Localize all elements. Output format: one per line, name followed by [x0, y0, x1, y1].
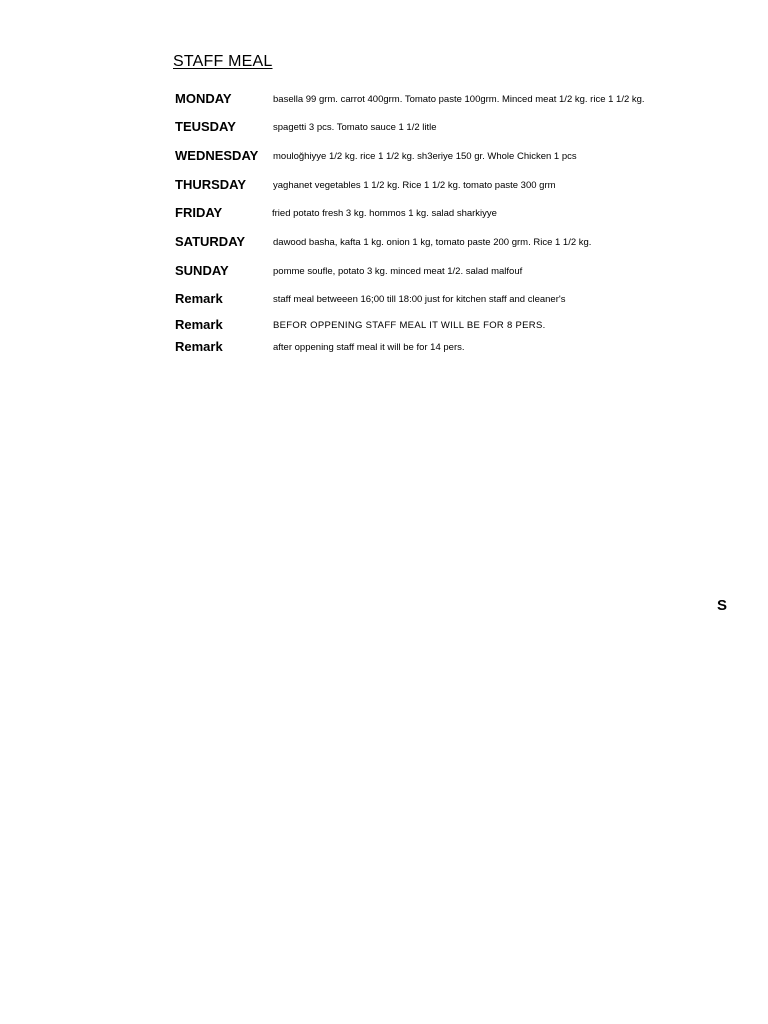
meal-description: yaghanet vegetables 1 1/2 kg. Rice 1 1/2 kg. tomato paste 300 grm — [273, 180, 556, 191]
day-label: SATURDAY — [175, 234, 246, 249]
remark-label: Remark — [175, 317, 223, 332]
remark-row — [0, 317, 768, 337]
day-label: WEDNESDAY — [175, 148, 259, 163]
clipped-edge-text: S — [717, 597, 728, 614]
menu-row-tuesday — [0, 119, 768, 139]
page-title: STAFF MEAL — [173, 53, 273, 70]
meal-description: spagetti 3 pcs. Tomato sauce 1 1/2 litle — [273, 122, 437, 133]
remark-row — [0, 339, 768, 359]
remark-text: after oppening staff meal it will be for 14 pers. — [273, 342, 465, 353]
menu-row-monday — [0, 91, 768, 111]
remark-text: BEFOR OPPENING STAFF MEAL IT WILL BE FOR 8 PERS. — [273, 320, 546, 331]
menu-row-sunday — [0, 263, 768, 283]
remark-text: staff meal betweeen 16;00 till 18:00 just for kitchen staff and cleaner's — [273, 294, 566, 305]
meal-description: dawood basha, kafta 1 kg. onion 1 kg, tomato paste 200 grm. Rice 1 1/2 kg. — [273, 237, 592, 248]
day-label: TEUSDAY — [175, 119, 236, 134]
meal-description: pomme soufle, potato 3 kg. minced meat 1/2. salad malfouf — [273, 266, 523, 277]
menu-row-thursday — [0, 177, 768, 197]
menu-row-friday — [0, 205, 768, 225]
day-label: MONDAY — [175, 91, 232, 106]
day-label: FRIDAY — [175, 205, 223, 220]
day-label: THURSDAY — [175, 177, 247, 192]
remark-label: Remark — [175, 291, 223, 306]
remark-label: Remark — [175, 339, 223, 354]
meal-description: basella 99 grm. carrot 400grm. Tomato paste 100grm. Minced meat 1/2 kg. rice 1 1/2 kg. — [273, 94, 645, 105]
meal-description: mouloğhiyye 1/2 kg. rice 1 1/2 kg. sh3eriye 150 gr. Whole Chicken 1 pcs — [273, 151, 577, 162]
menu-row-saturday — [0, 234, 768, 254]
meal-description: fried potato fresh 3 kg. hommos 1 kg. salad sharkiyye — [272, 208, 497, 219]
menu-row-wednesday — [0, 148, 768, 168]
remark-row — [0, 291, 768, 311]
day-label: SUNDAY — [175, 263, 229, 278]
